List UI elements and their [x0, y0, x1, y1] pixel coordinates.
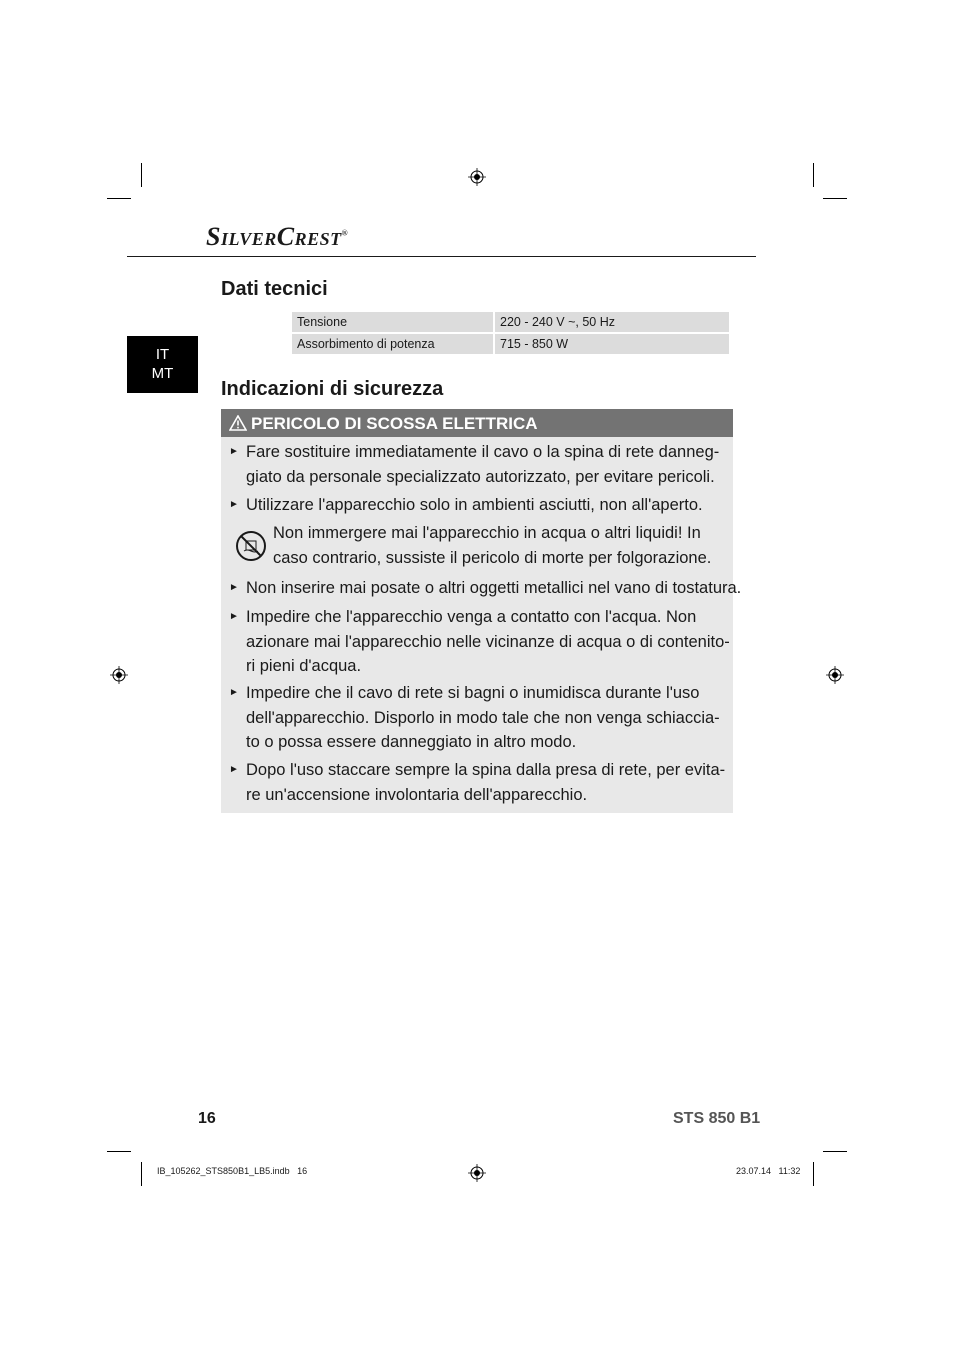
- table-row: [291, 333, 730, 355]
- spec-table: [290, 310, 731, 356]
- language-code-it: IT: [155, 346, 170, 363]
- spec-label: Assorbimento di potenza: [291, 333, 494, 355]
- crop-mark: [823, 198, 847, 199]
- bullet-icon: ►: [229, 687, 239, 698]
- brand-logo: SilverCrest®: [206, 222, 349, 251]
- language-tab: [127, 336, 198, 393]
- bullet-icon: ►: [229, 446, 239, 457]
- crop-mark: [813, 163, 814, 187]
- page-number: 16: [198, 1110, 216, 1127]
- note-text: Non immergere mai l'apparecchio in acqua o altri liquidi! In caso contrario, sussiste il pericolo di morte per folgorazione.: [273, 524, 712, 567]
- list-item: Impedire che il cavo di rete si bagni o inumidisca durante l'uso dell'apparecchio. Disporlo in modo tale che non venga schiaccia- to o possa essere danneggiato in altro modo.: [246, 684, 720, 751]
- list-item: Dopo l'uso staccare sempre la spina dalla presa di rete, per evita- re un'accensione involontaria dell'apparecchio.: [246, 761, 726, 804]
- bullet-icon: ►: [229, 764, 239, 775]
- list-item: Fare sostituire immediatamente il cavo o la spina di rete danneg- giato da personale specializzato autorizzato, per evitare pericoli.: [246, 443, 720, 486]
- bullet-icon: ►: [229, 582, 239, 593]
- crop-mark: [141, 163, 142, 187]
- list-item: Impedire che l'apparecchio venga a contatto con l'acqua. Non azionare mai l'apparecchio nelle vicinanze di acqua o di contenito- ri pieni d'acqua.: [246, 608, 730, 675]
- crop-mark: [813, 1162, 814, 1186]
- registration-mark-icon: [826, 666, 844, 684]
- crop-mark: [823, 1151, 847, 1152]
- spec-label: Tensione: [291, 311, 494, 333]
- crop-mark: [107, 1151, 131, 1152]
- registration-mark-icon: [110, 666, 128, 684]
- spec-value: 220 - 240 V ~, 50 Hz: [494, 311, 730, 333]
- list-item: Utilizzare l'apparecchio solo in ambienti asciutti, non all'aperto.: [246, 496, 703, 514]
- section-title-tech-data: Dati tecnici: [221, 278, 328, 300]
- language-code-mt: MT: [151, 365, 174, 382]
- section-title-safety: Indicazioni di sicurezza: [221, 378, 444, 400]
- bullet-icon: ►: [229, 499, 239, 510]
- list-item: Non inserire mai posate o altri oggetti metallici nel vano di tostatura.: [246, 579, 742, 597]
- crop-mark: [141, 1162, 142, 1186]
- warning-triangle-icon: [229, 415, 247, 431]
- table-row: [291, 311, 730, 333]
- warning-header: [221, 409, 733, 437]
- model-number: STS 850 B1: [673, 1110, 761, 1127]
- crop-mark: [107, 198, 131, 199]
- warning-title: PERICOLO DI SCOSSA ELETTRICA: [251, 414, 538, 433]
- registration-mark-icon: [468, 168, 486, 186]
- print-slug-date: 23.07.14 11:32: [736, 1166, 801, 1176]
- no-immersion-icon: [235, 530, 267, 562]
- bullet-icon: ►: [229, 611, 239, 622]
- spec-value: 715 - 850 W: [494, 333, 730, 355]
- registration-mark-icon: [468, 1164, 486, 1182]
- print-slug-file: IB_105262_STS850B1_LB5.indb 16: [157, 1166, 308, 1176]
- header-rule: [127, 256, 756, 257]
